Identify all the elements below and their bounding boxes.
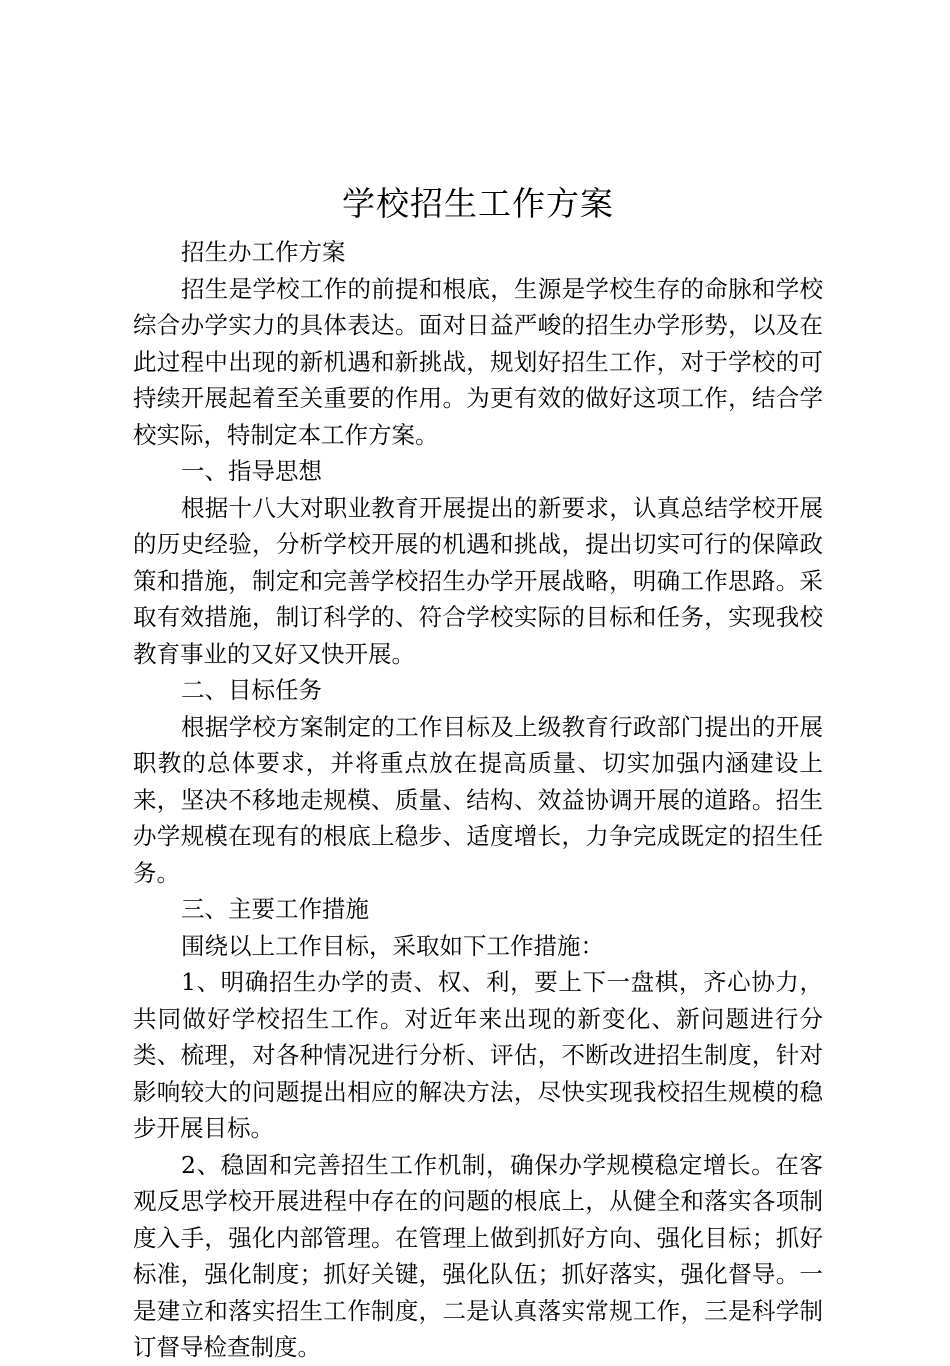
- section-paragraph: 根据十八大对职业教育开展提出的新要求，认真总结学校开展的历史经验，分析学校开展的机遇和挑战，提出切实可行的保障政策和措施，制定和完善学校招生办学开展战略，明确工作思路。采取有效措施，制订科学的、符合学校实际的目标和任务，实现我校教育事业的又好又快开展。: [133, 493, 823, 668]
- section-heading-guiding-thought: 一、指导思想: [181, 457, 322, 485]
- section-heading-goals: 二、目标任务: [181, 676, 322, 704]
- section-paragraph: 围绕以上工作目标，采取如下工作措施：: [181, 931, 604, 960]
- section-paragraph: 2、稳固和完善招生工作机制，确保办学规模稳定增长。在客观反思学校开展进程中存在的问题的根底上，从健全和落实各项制度入手，强化内部管理。在管理上做到抓好方向、强化目标；抓好标准，强化制度；抓好关键，强化队伍；抓好落实，强化督导。一是建立和落实招生工作制度，二是认真落实常规工作，三是科学制订督导检查制度。: [133, 1150, 823, 1361]
- section-heading-measures: 三、主要工作措施: [181, 895, 369, 923]
- section-paragraph: 1、明确招生办学的责、权、利，要上下一盘棋，齐心协力，共同做好学校招生工作。对近年来出现的新变化、新问题进行分类、梳理，对各种情况进行分析、评估，不断改进招生制度，针对影响较大的问题提出相应的解决方法，尽快实现我校招生规模的稳步开展目标。: [133, 968, 823, 1142]
- intro-paragraph: 招生是学校工作的前提和根底，生源是学校生存的命脉和学校综合办学实力的具体表达。面对日益严峻的招生办学形势，以及在此过程中出现的新机遇和新挑战，规划好招生工作，对于学校的可持续开展起着至关重要的作用。为更有效的做好这项工作，结合学校实际，特制定本工作方案。: [133, 274, 823, 449]
- document-subtitle: 招生办工作方案: [181, 238, 346, 266]
- section-paragraph: 根据学校方案制定的工作目标及上级教育行政部门提出的开展职教的总体要求，并将重点放在提高质量、切实加强内涵建设上来，坚决不移地走规模、质量、结构、效益协调开展的道路。招生办学规模在现有的根底上稳步、适度增长，力争完成既定的招生任务。: [133, 712, 823, 887]
- document-title: 学校招生工作方案: [342, 184, 614, 223]
- document-page: [133, 178, 823, 1366]
